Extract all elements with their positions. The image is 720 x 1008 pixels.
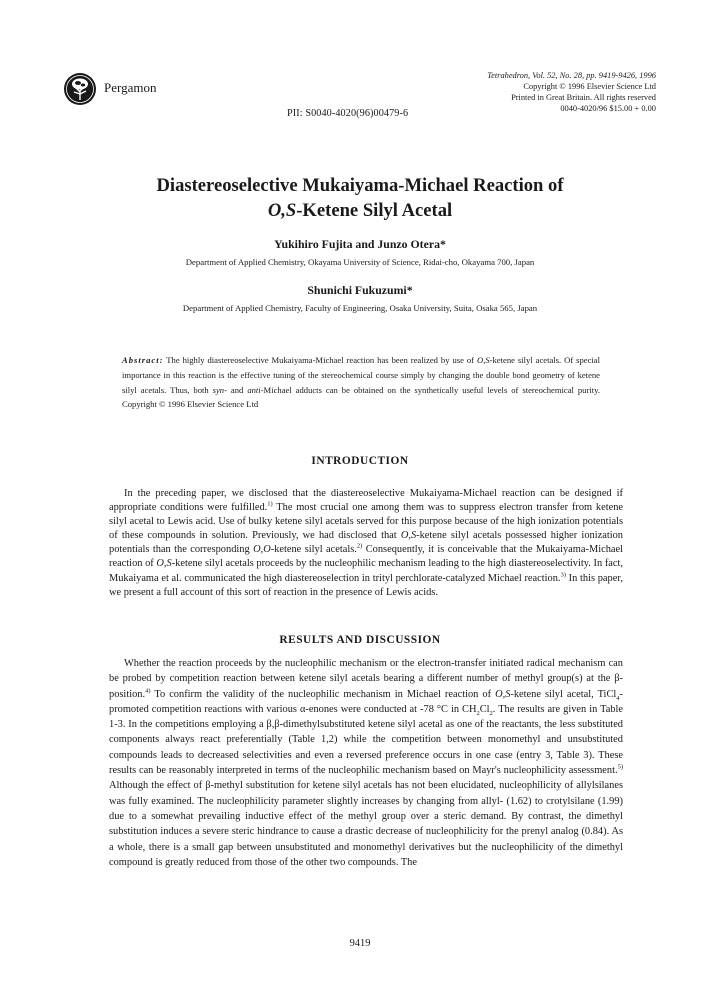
paper-title bbox=[60, 173, 660, 223]
elsevier-tree-logo-icon bbox=[63, 72, 97, 106]
journal-rights: Printed in Great Britain. All rights reserved bbox=[511, 93, 656, 102]
author-group-1: Yukihiro Fujita and Junzo Otera* bbox=[274, 237, 446, 251]
affiliation-2: Department of Applied Chemistry, Faculty of Engineering, Osaka University, Suita, Osaka 565, Japan bbox=[182, 303, 538, 313]
section-heading-introduction: INTRODUCTION bbox=[311, 455, 409, 467]
page-number: 9419 bbox=[349, 938, 371, 949]
title-line-2: O,S-Ketene Silyl Acetal bbox=[267, 200, 453, 221]
abstract: Abstract: The highly diastereoselective Mukaiyama-Michael reaction has been realized by use of O,S-ketene silyl acetals. Of special importance in this reaction is the effective tuning of the stereochemical course simply by changing the double bond geometry of ketene silyl acetals. Thus, both syn- and anti-Michael adducts can be obtained on the synthetically useful levels of stereochemical purity. Copyright © 1996 Elsevier Science Ltd bbox=[122, 355, 600, 410]
author-group-2: Shunichi Fukuzumi* bbox=[307, 283, 413, 297]
section-heading-results: RESULTS AND DISCUSSION bbox=[279, 634, 441, 646]
results-paragraph: Whether the reaction proceeds by the nucleophilic mechanism or the electron-transfer initiated radical mechanism can be probed by competition reaction between ketene silyl acetals bearing a different number of methyl group(s) at the β-position.$^{4)}$ To confirm the validity of the nucleophilic mechanism in Michael reaction of O,S-ketene silyl acetal, TiCl$_4$-promoted competition reactions with various α-enones were conducted at -78 °C in $CH_2Cl_2$. The results are given in Table 1-3. In the competitions employing a β,β-dimethylsubstituted ketene silyl acetal as one of the reactants, the less substituted components always react preferentially (Table 1,2) while the competition between monomethyl and unsubstituted compounds leads to decreased selectivities and even a reversed preference occurs in one case (entry 3, Table 3). These results can be reasonably interpreted in terms of the nucleophilic mechanism based on Mayr's nucleophilicity assessment.$^{5)}$ Although the effect of β-methyl substitution for ketene silyl acetals has not been elucidated, nucleophilicity of allylsilanes was fully examined. The nucleophilicity parameter slightly increases by changing from allyl- (1.62) to crotylsilane (1.99) due to a somewhat prevailing inductive effect of the methyl group over a steric demand. By contrast, the dimethyl substitution induces a severe steric hindrance to cause a drastic decrease of nucleophilicity for the prenyl analog (0.84). As a whole, there is a small gap between unsubstituted and monomethyl derivatives but the nucleophilicity of the dimethyl compound is greatly reduced from those of the other two compounds. The bbox=[109, 658, 623, 868]
journal-info bbox=[396, 70, 656, 114]
affiliation-1: Department of Applied Chemistry, Okayama University of Science, Ridai-cho, Okayama 700, Japan bbox=[185, 257, 535, 267]
journal-price: 0040-4020/96 $15.00 + 0.00 bbox=[560, 104, 656, 113]
title-line-1: Diastereoselective Mukaiyama-Michael Reaction of bbox=[156, 175, 564, 196]
pii-code: PII: S0040-4020(96)00479-6 bbox=[287, 108, 409, 119]
abstract-label: Abstract: bbox=[122, 355, 164, 365]
introduction-paragraph: In the preceding paper, we disclosed that the diastereoselective Mukaiyama-Michael reaction can be designed if appropriate conditions were fulfilled.$^{1)}$ The most crucial one among them was to suppress electron transfer from ketene silyl acetal to Lewis acid. Use of bulky ketene silyl acetals served for this purpose because of the high ionization potentials of these compounds in solution. Previously, we had disclosed that O,S-ketene silyl acetals possessed higher ionization potentials than the corresponding O,O-ketene silyl acetals.$^{2)}$ Consequently, it is conceivable that the Mukaiyama-Michael reaction of O,S-ketene silyl acetals proceeds by the nucleophilic mechanism leading to the high diastereoselectivity. In fact, Mukaiyama et al. communicated the high diastereoselection in trityl perchlorate-catalyzed Michael reaction.$^{3)}$ In this paper, we present a full account of this sort of reaction in the presence of Lewis acids. bbox=[109, 488, 623, 598]
journal-copyright: Copyright © 1996 Elsevier Science Ltd bbox=[523, 82, 656, 91]
publisher-name: Pergamon bbox=[104, 80, 157, 95]
journal-citation: Tetrahedron, Vol. 52, No. 28, pp. 9419-9426, 1996 bbox=[487, 71, 656, 80]
